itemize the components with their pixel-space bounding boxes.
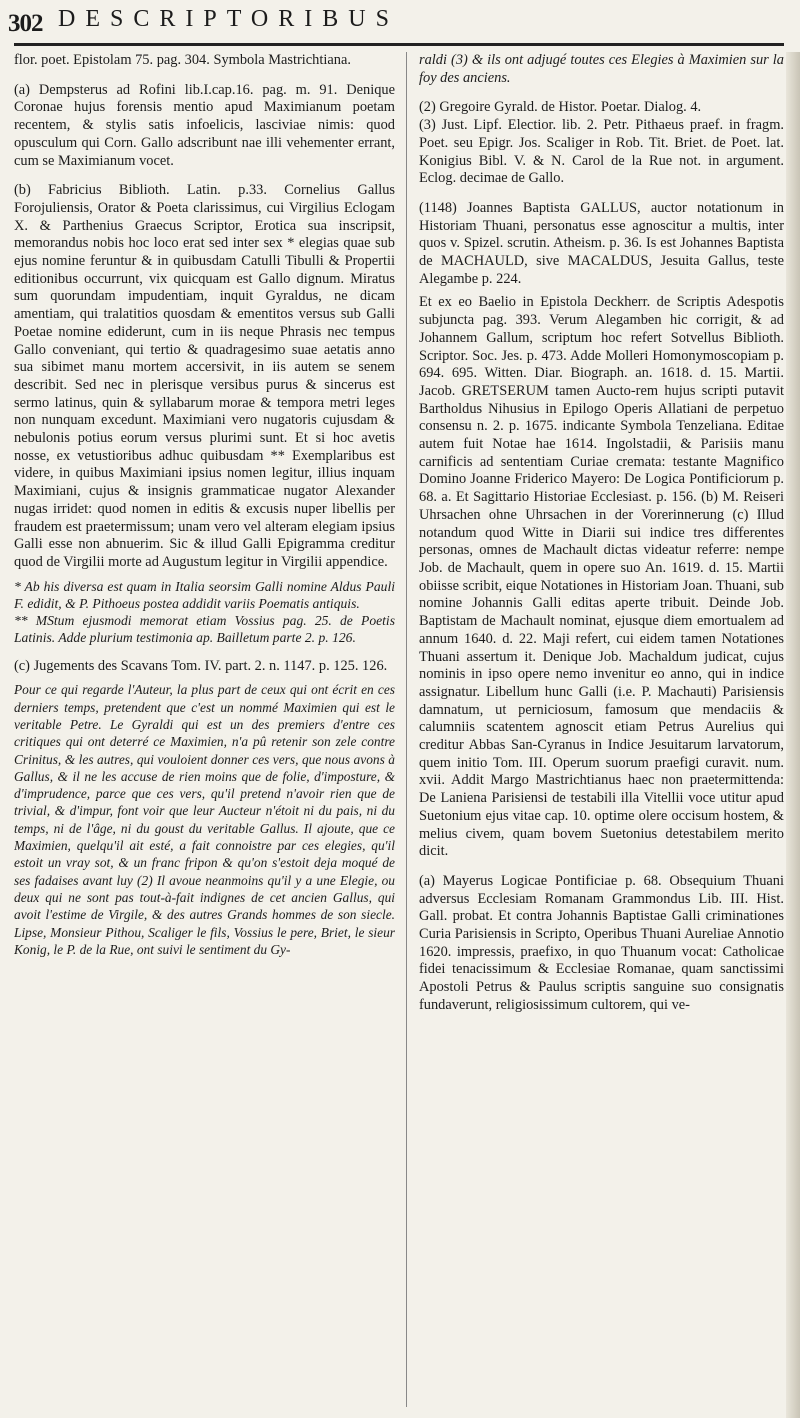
page-edge-shadow <box>786 52 800 1418</box>
footnote-a-mayerus: (a) Mayerus Logicae Pontificiae p. 68. Obsequium Thuani adversus Ecclesiam Romanam Grammondus Lib. III. Hist. Gall. probat. Et contra Johannis Baptistae Galli criminationes Curia Parisiensis in Scripto, Operibus Thuani Aureliae Annotio 1620. impressis, praefixo, in quo Thuanum vocat: Catholicae fidei tenacissimum & Ecclesiae Romanae, quam sanctissimi Apostoli Petrus & Paulus scriptis sanguine suo consignatis fundaverunt, religiosissimum cultorem, qui ve- <box>419 872 784 1013</box>
left-column <box>14 52 395 1412</box>
footnote-3-lipsius: (3) Just. Lipf. Electior. lib. 2. Petr. Pithaeus praef. in fragm. Poet. seu Epigr. Jos. Scaliger in Rob. Tit. Briet. de Poet. lat. Konigius Bibl. V. & N. Carol de la Rue not. in argument. Eclog. decimae de Gallo. <box>419 117 784 187</box>
page-number: 302 <box>8 10 43 37</box>
entry-1148-gallus: (1148) Joannes Baptista GALLUS, auctor notationum in Historiam Thuani, personatus esse agnoscitur a multis, inter quos v. Spizel. scrutin. Atheism. p. 36. Is est Johannes Baptista de MACHAULD, sive MACALDUS, Jesuita Gallus, teste Alegambe p. 224. <box>419 199 784 287</box>
entry-baelio-gretser: Et ex eo Baelio in Epistola Deckherr. de Scriptis Adespotis subjuncta pag. 393. Verum Alegamben hic corrigit, & ad Johannem Gallum, scriptum hoc refert Sotvellus Biblioth. Scriptor. Soc. Jes. p. 473. Adde Molleri Homonymoscopiam p. 694. 695. Witten. Diar. Biograph. an. 1618. d. 15. Martii. Jacob. GRETSERUM tamen Aucto-rem hujus scripti putavit Bartholdus Nihusius in Epilogo Operis Allatiani de perpetuo consensu n. 2. p. 1675. indicante Symbola Tenzeliana. Editae autem fuit Notae hae 1614. Ingolstadii, & Parisiis manu carnificis ad sententiam Curiae cremata: testante Magnifico Domino Joanne Friderico Mayero: De Logica Pontificiorum p. 68. a. Et Sagittario Historiae Ecclesiast. p. 156. (b) M. Reiseri Uhrsachen ohne Uhrsachen in der Vorerinnerung (c) Illud notandum quod Witte in Diarii sui indice tres differentes personas, omnes de Machault dictas videatur referre: nempe Job. de Machault, quem in opere suo An. 1619. d. 15. Martii obiisse scribit, eique Notationes in Historiam Joan. Thuani, sub nomine Johannis Galli editas aperte tribuit. Deinde Job. Baptistam de Machault nominat, ejusque diem emortualem ad annum 1640. d. 22. Maji refert, cui eidem tamen Notationes Thuani assertum it. Denique Job. Machaldum judicat, cujus nominis in ipso opere nemo invenitur eo anno, qui in indice assignatur. Libellum hunc Galli (i.e. P. Machauti) Parisiensis damnatum, ut perniciosum, famosum que mendaciis & calumniis scatentem agnoscit etiam Petrus Aurelius qui creditur Abbas San-Cyranus in Indice Jesuitarum larvatorum, quem initio Tom. III. Operum suorum praefigi curavit. num. xvii. Addit Margo Mastrichtianus haec non praetermittenda: De Laniena Parisiensi de testabili illa Vitellii voce utitur apud Suetonium ejus vitae cap. 10. optime olere occisum hostem, & melius civem, quam bovem Suetonius detestabilem merito dicit. <box>419 294 784 860</box>
subnote-vossius: ** MStum ejusmodi memorat etiam Vossius pag. 25. de Poetis Latinis. Adde plurium testimonia ap. Bailletum parte 2. p. 126. <box>14 612 395 645</box>
column-divider <box>406 52 407 1407</box>
footnote-2-gyraldus: (2) Gregoire Gyrald. de Histor. Poetar. Dialog. 4. <box>419 99 702 116</box>
page-header <box>0 0 800 48</box>
right-column <box>419 52 784 1412</box>
right-paragraph-1: raldi (3) & ils ont adjugé toutes ces Elegies à Maximien sur la foy des anciens. <box>419 52 784 86</box>
footnote-a-dempster: (a) Dempsterus ad Rofini lib.I.cap.16. pag. m. 91. Denique Coronae hujus forensis mentio apud Maximianum poetam recentem, & stylis satis infoelicis, lasciviae nimis: quod opusculum qui Corn. Gallo adscribunt nae illi vehementer errant, cum se Maximianum vocet. <box>14 81 395 169</box>
header-rule <box>14 43 784 46</box>
subnote-aldus: * Ab his diversa est quam in Italia seorsim Galli nomine Aldus Pauli F. edidit, & P. Pithoeus postea addidit variis Poematis antiquis. <box>14 578 395 611</box>
footnote-c-jugements: (c) Jugements des Scavans Tom. IV. part. 2. n. 1147. p. 125. 126. <box>14 657 388 674</box>
french-quotation: Pour ce qui regarde l'Auteur, la plus part de ceux qui ont écrit en ces derniers temps, pretendent que c'est un nommé Maximien qui est le veritable Petre. Le Gyraldi qui est un des premiers d'entre ces critiques qui ont deterré ce Maximien, n'a pû retenir son zele contre Crinitus, & les autres, qui vouloient donner ces vers, que nous avons à Gallus, & il ne les accuse de rien moins que de folie, d'imposture, & d'imprudence, parce que ces vers, qu'il pretend n'avoir rien que de trivial, & d'impur, font voir que leur Aucteur n'étoit ni du pais, ni du temps, ni de l'âge, ni du goust du veritable Gallus. Il ajoute, que ce Maximien, quelqu'il ait esté, a fait connoistre par ces elegies, qu'il estoit un vray sot, & un franc fripon & qu'on s'estoit deja moqué de ses fadaises avant luy (2) Il avoue neanmoins qu'il y a une Elegie, ou deux qui ne sont pas tout-à-fait indignes de cet ancien Gallus, qui avoit l'estime de Virgile, & des autres Grands hommes de son siecle. Lipse, Monsieur Pithou, Scaliger le fils, Vossius le pere, Briet, le sieur Konig, le P. de la Rue, ont suivi le sentiment du Gy- <box>14 682 395 957</box>
running-head: DESCRIPTORIBUS <box>58 6 399 32</box>
left-paragraph-1: flor. poet. Epistolam 75. pag. 304. Symbola Mastrichtiana. <box>14 52 351 68</box>
footnote-b-fabricius: (b) Fabricius Biblioth. Latin. p.33. Cornelius Gallus Forojuliensis, Orator & Poeta clarissimus, cui Virgilius Eclogam X. & Parthenius Graecus Scriptor, Erotica sua inscripsit, memorandus nobis hoc loco erat sed inter sex * elegias quae sub ejus nomine feruntur & in quibusdam Catulli Tibulli & Propertii editionibus occurrunt, vix quicquam est Gallo dignum. Miratus sum quorundam impudentiam, inquit Gyraldus, ne dicam amentiam, qui tralatitios quosdam & ementitos versus sub Galli Poetae nomine ediderunt, cum in iis neque Phrasis nec tempus Gallo conveniant, qui tertio & quadragesimo suae aetatis anno sua sibimet manu mortem accersivit, in iis autem se senem describit. Sed nec in plerisque versibus purus & sincerus est sermo latinus, quin & syllabarum morae & tempora metri leges non nunquam excedunt. Maximiani vero nugatoris cujusdam & nebulonis potius eorum versus plurimi sunt. Et si hoc avetis nosse, ex vetustioribus adhuc quibusdam ** Exemplaribus est videre, in quibus Maximiani ipsius nomen legitur, illius inquam Maximiani, cujus & insignis grammaticae nugator Alexander nugas irridet: quod nomen in editis & excusis nuper libellis per fraudem est praetermissum; unam vero vel alteram elegiam ipsius Galli esse non abnuerim. Sic & illud Galli Epigramma creditur quod de Virgilii morte ad Augustum legitur in Virgilii appendice. <box>14 182 395 570</box>
